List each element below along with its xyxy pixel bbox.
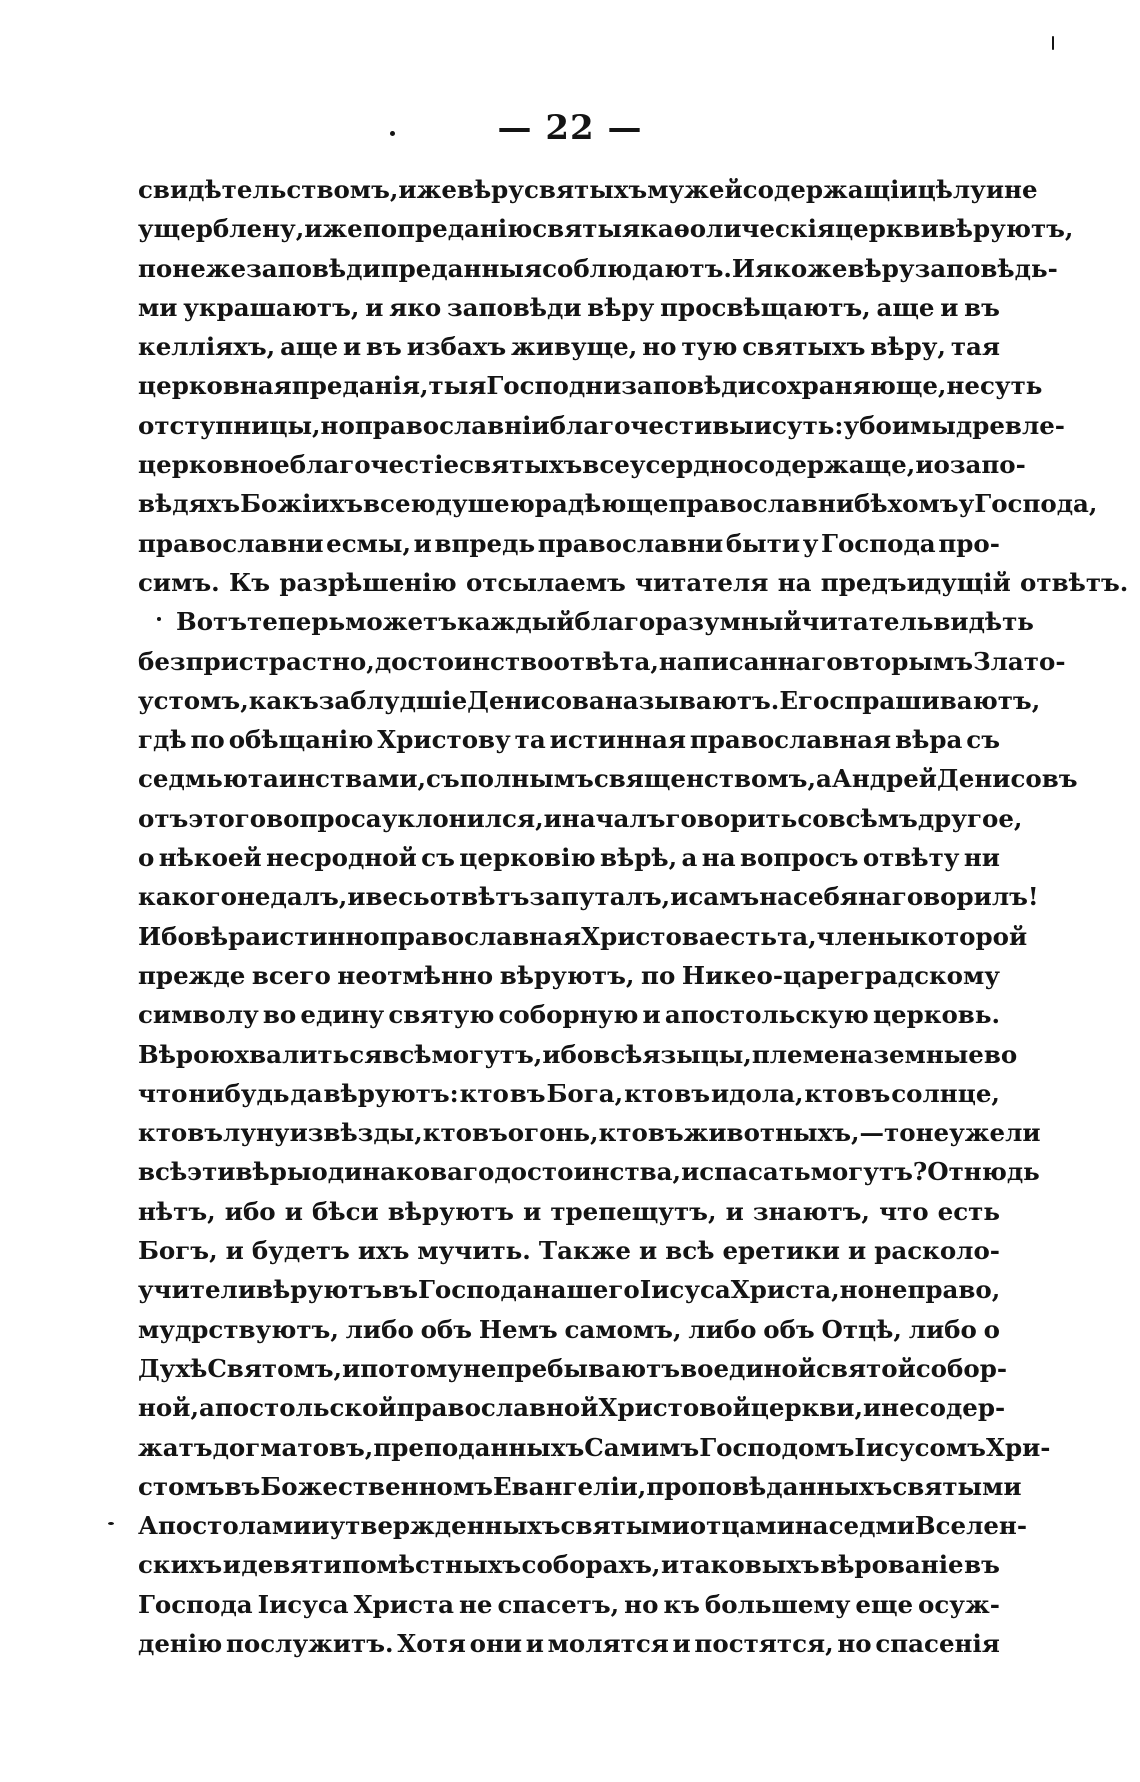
print-speck (1052, 36, 1054, 50)
text-line: нѣтъ, ибо и бѣси вѣруютъ и трепещутъ, и знаютъ, что есть (138, 1196, 1000, 1226)
text-line: свидѣтельствомъ, иже вѣру святыхъ мужей содержащіи цѣлу и не (138, 175, 1038, 204)
text-line: скихъ и девяти помѣстныхъ соборахъ, и таковыхъ вѣрованіе въ (138, 1550, 1000, 1580)
text-line: Духѣ Святомъ, и потому не пребываютъ во единой святой собор- (138, 1353, 1007, 1383)
text-line: стомъ въ Божественномъ Евангеліи, проповѣданныхъ святыми (138, 1471, 1022, 1501)
text-line: Ибо вѣра истинно православная Христова есть та, члены которой (138, 921, 1028, 951)
text-line: кто въ луну и звѣзды, кто въ огонь, кто въ животныхъ, —то неужели (138, 1118, 1041, 1148)
text-line: Апостолами и утвержденныхъ святыми отцами на седми Вселен- (138, 1511, 1028, 1541)
text-line: ной, апостольской православной Христовой церкви, и не содер- (138, 1393, 1006, 1423)
text-line: прежде всего неотмѣнно вѣруютъ, по Никео-цареградскому (138, 960, 1000, 990)
text-line: Богъ, и будетъ ихъ мучить. Также и всѣ еретики и расколо- (138, 1236, 1000, 1266)
text-line: жатъ догматовъ, преподанныхъ Самимъ Господомъ Іисусомъ Хри- (138, 1432, 1051, 1462)
print-speck (108, 1522, 114, 1525)
text-line: безпристрастно, достоинство отвѣта, написаннаго вторымъ Злато- (138, 646, 1066, 676)
text-line: ми украшаютъ, и яко заповѣди вѣру просвѣщаютъ, аще и въ (138, 292, 1000, 322)
text-line: Господа Іисуса Христа не спасетъ, но къ большему еще осуж- (138, 1589, 1000, 1619)
text-line: денію послужитъ. Хотя они и молятся и постятся, но спасенія (138, 1628, 1000, 1658)
text-line: отступницы, но православніи благочестивыи суть: убо и мы древле- (138, 410, 1065, 440)
text-line: о нѣкоей несродной съ церковію вѣрѣ, а на вопросъ отвѣту ни (138, 843, 1000, 873)
text-line: седмью таинствами, съ полнымъ священствомъ, а Андрей Денисовъ (138, 764, 1078, 794)
body-text (138, 170, 1129, 1663)
text-line: келліяхъ, аще и въ избахъ живуще, но тую святыхъ вѣру, тая (138, 332, 1000, 362)
text-line: какого не далъ, и весь отвѣтъ запуталъ, и самъ на себя наговорилъ! (138, 882, 1039, 912)
paragraph (138, 170, 1129, 602)
text-line: устомъ, какъ заблудшіе Денисова называютъ. Его спрашиваютъ, (138, 685, 1041, 715)
text-line: церковное благочестіе святыхъ всеусердно содержаще, и о запо- (138, 450, 1026, 480)
text-line: Вотъ теперь можетъ каждый благоразумный читатель видѣть (176, 607, 1034, 637)
text-line: Вѣрою хвалиться всѣ могутъ, ибо всѣ языцы, племена земные во (138, 1039, 1018, 1069)
text-line: символу во едину святую соборную и апостольскую церковь. (138, 1000, 1000, 1030)
text-line: понеже заповѣди преданныя соблюдаютъ. И якоже вѣру заповѣдь- (138, 253, 1058, 283)
text-line: мудрствуютъ, либо объ Немъ самомъ, либо объ Отцѣ, либо о (138, 1314, 1000, 1344)
text-line: отъ этого вопроса уклонился, и началъ говорить совсѣмъ другое, (138, 803, 1023, 833)
text-line: вѣдяхъ Божіихъ всею душею радѣюще православни бѣхомъ у Господа, (138, 489, 1098, 519)
text-line: ущерблену, иже по преданію святыя каѳолическія церкви вѣруютъ, (138, 214, 1074, 244)
paragraph (138, 602, 1078, 1663)
text-line: гдѣ по обѣщанію Христову та истинная православная вѣра съ (138, 725, 1000, 755)
text-line: православни есмы, и впредь православни быти у Господа про- (138, 528, 1000, 558)
page-number: — 22 — (497, 108, 643, 148)
text-line: что нибудь да вѣруютъ: кто въ Бога, кто въ идола, кто въ солнце, (138, 1078, 1000, 1108)
text-line: церковная преданія, тыя Господни заповѣди сохраняюще, не суть (138, 371, 1043, 401)
text-line: учители вѣруютъ въ Господа нашего Іисуса Христа, но не право, (138, 1275, 1001, 1305)
text-line: всѣ эти вѣры одинаковаго достоинства, и спасать могутъ? Отнюдь (138, 1157, 1040, 1187)
text-line: симъ. Къ разрѣшенію отсылаемъ читателя на предъидущій отвѣтъ. (138, 567, 1129, 597)
print-speck (390, 131, 395, 136)
